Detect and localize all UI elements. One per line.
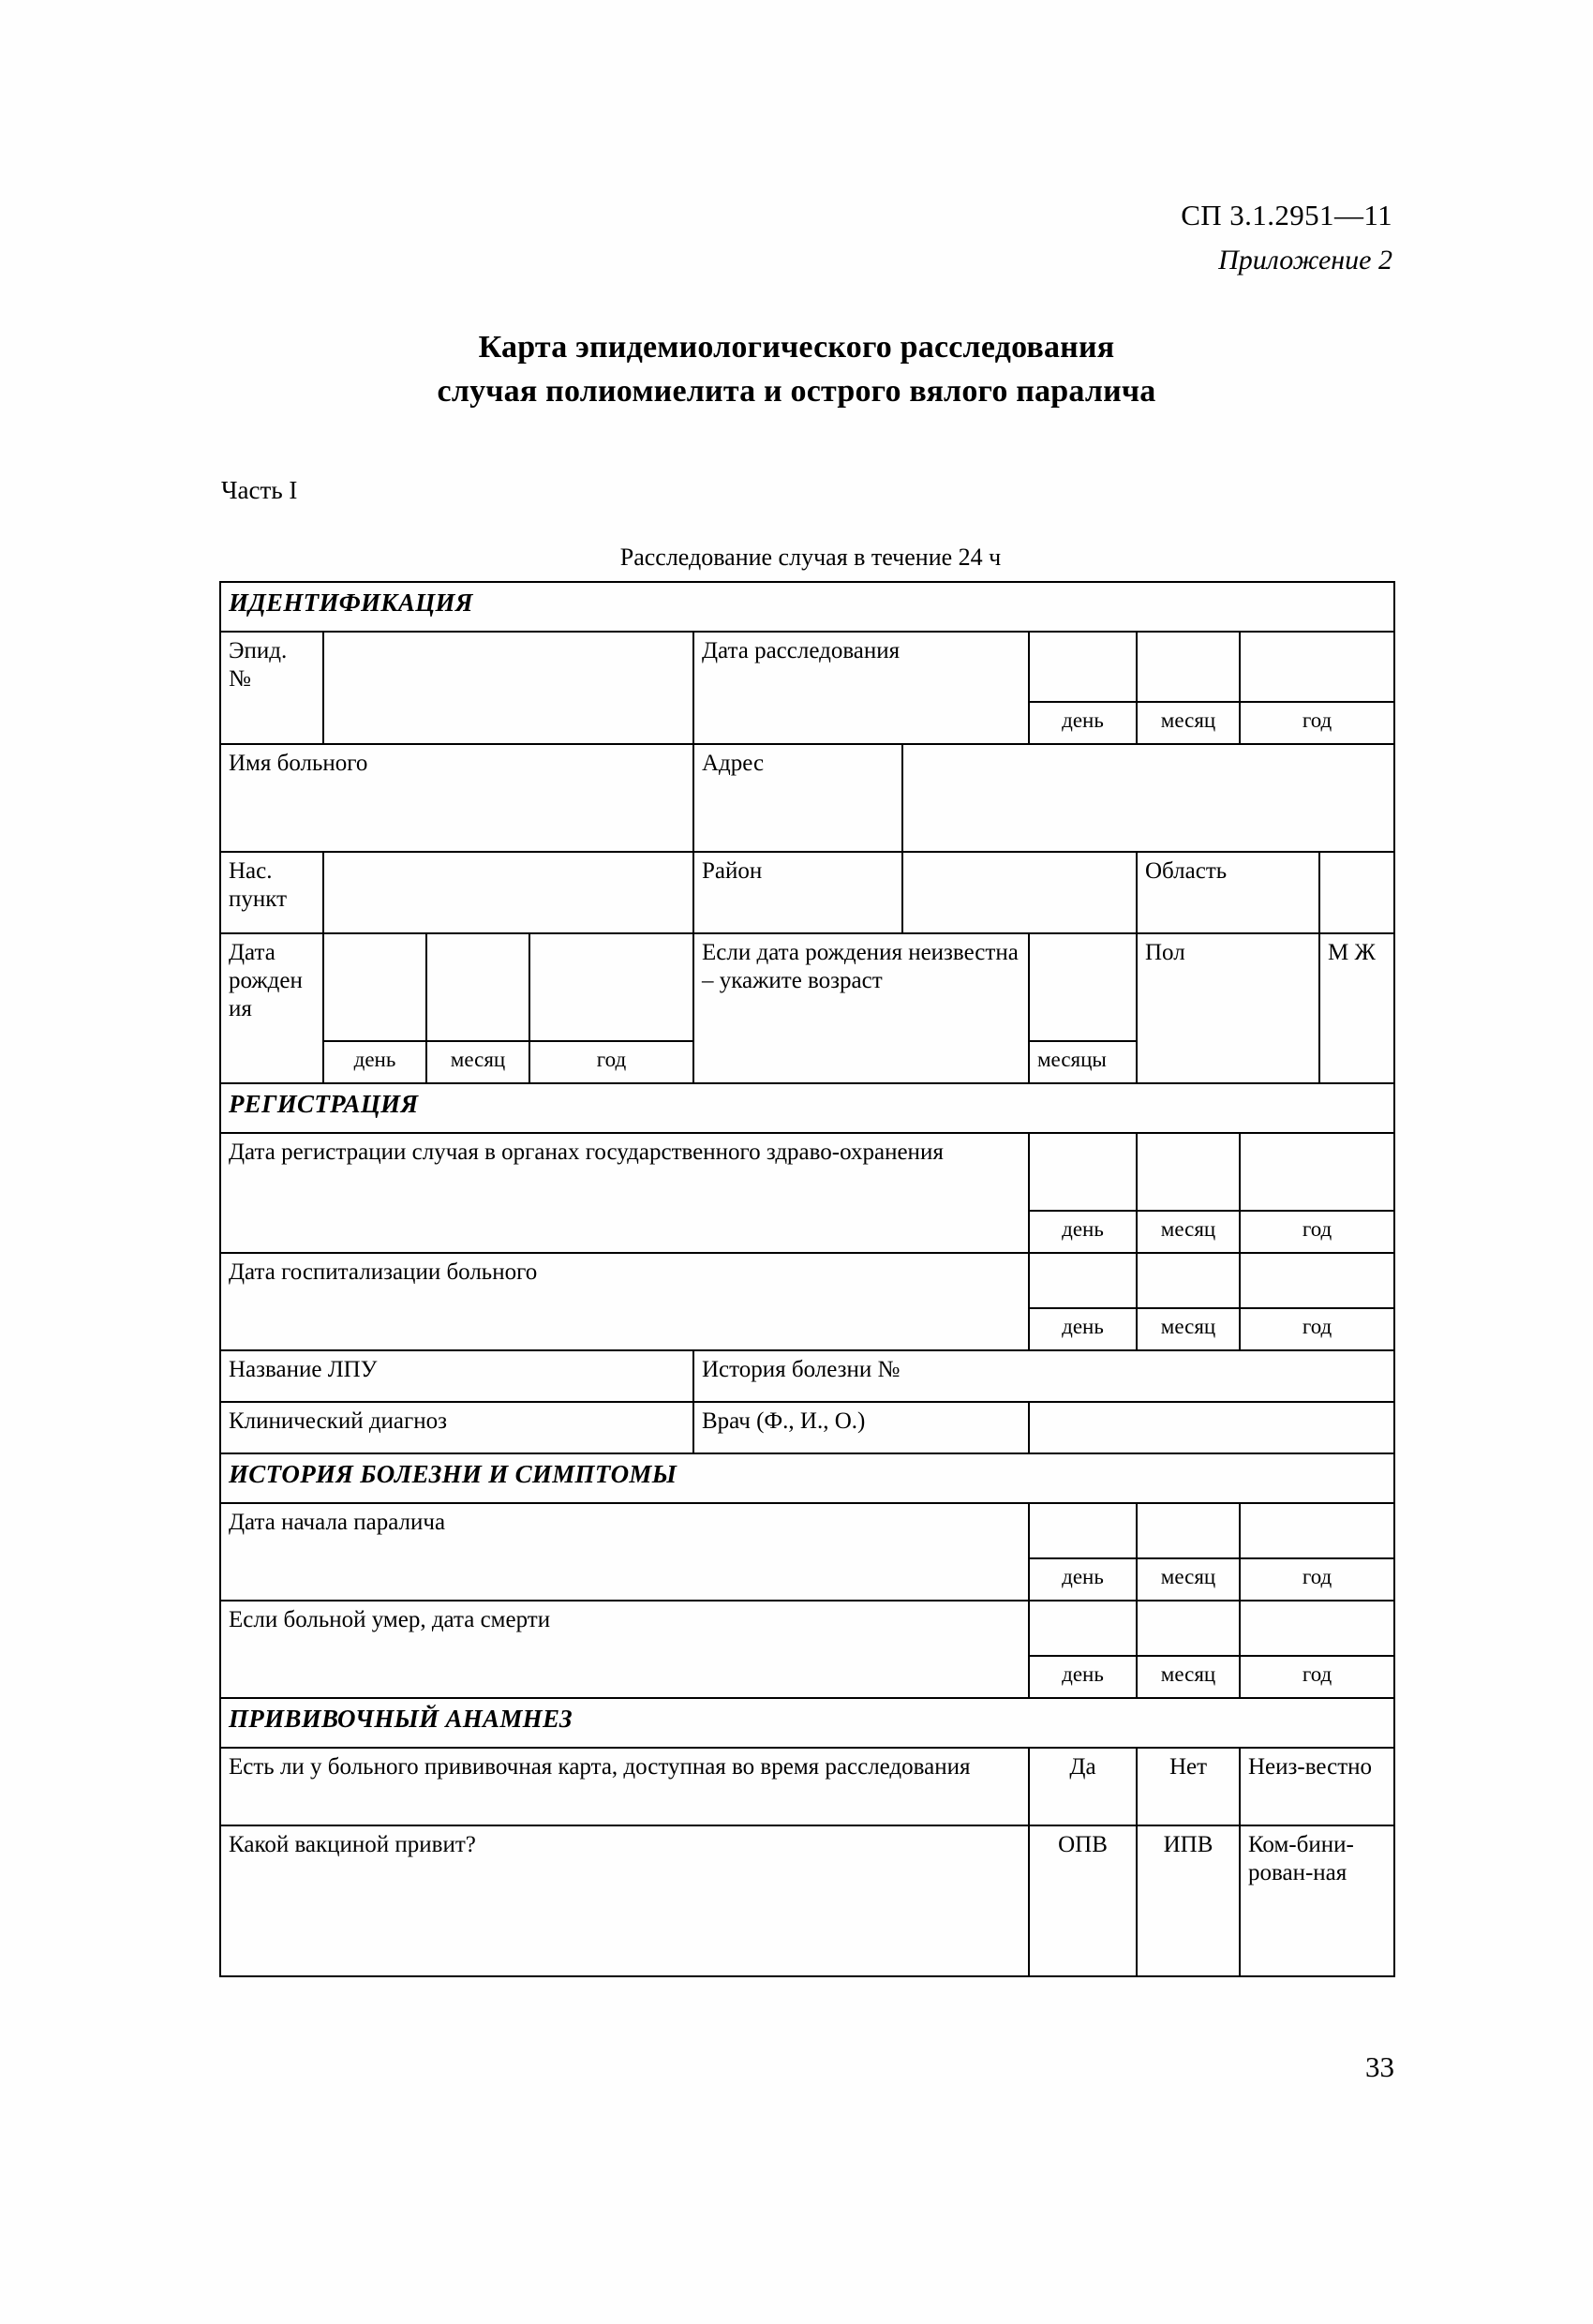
label-sex: Пол <box>1137 933 1319 1083</box>
column-header-month: месяц <box>426 1041 529 1083</box>
label-registration-date: Дата регистрации случая в органах государственного здраво-охранения <box>220 1133 1029 1253</box>
column-header-year: год <box>1240 702 1394 744</box>
input-registration-date-month[interactable] <box>1137 1133 1240 1211</box>
column-header-year: год <box>1240 1308 1394 1350</box>
part-label: Часть I <box>221 476 298 504</box>
input-hospitalization-date-day[interactable] <box>1029 1253 1137 1308</box>
input-doctor[interactable] <box>1029 1402 1394 1453</box>
input-hospitalization-date-month[interactable] <box>1137 1253 1240 1308</box>
input-registration-date-day[interactable] <box>1029 1133 1137 1211</box>
table-caption <box>0 544 1593 572</box>
column-header-day: день <box>1029 1558 1137 1601</box>
option-ipv[interactable]: ИПВ <box>1137 1825 1240 1976</box>
section-header-identification: ИДЕНТИФИКАЦИЯ <box>220 582 1394 632</box>
column-header-day: день <box>1029 702 1137 744</box>
input-hospitalization-date-year[interactable] <box>1240 1253 1394 1308</box>
table-row-epid-no <box>220 632 1394 702</box>
option-opv[interactable]: ОПВ <box>1029 1825 1137 1976</box>
option-unknown[interactable]: Неиз-вестно <box>1240 1748 1394 1825</box>
label-case-history-no: История болезни № <box>693 1350 1394 1402</box>
table-row-diagnosis <box>220 1402 1394 1453</box>
column-header-months: месяцы <box>1029 1041 1137 1083</box>
document-header <box>1181 195 1392 281</box>
input-paralysis-onset-day[interactable] <box>1029 1503 1137 1558</box>
input-address[interactable] <box>902 744 1394 852</box>
label-paralysis-onset-date: Дата начала паралича <box>220 1503 1029 1601</box>
table-row-vaccine-type <box>220 1825 1394 1976</box>
input-region[interactable] <box>1319 852 1394 933</box>
input-paralysis-onset-month[interactable] <box>1137 1503 1240 1558</box>
document-code: СП 3.1.2951—11 <box>1181 199 1392 231</box>
label-investigation-date: Дата расследования <box>693 632 1029 744</box>
label-death-date: Если больной умер, дата смерти <box>220 1601 1029 1698</box>
label-birth-date: Дата рождения <box>220 933 323 1083</box>
option-no[interactable]: Нет <box>1137 1748 1240 1825</box>
label-doctor: Врач (Ф., И., О.) <box>693 1402 1029 1453</box>
section-row-history <box>220 1453 1394 1503</box>
appendix-label: Приложение 2 <box>1218 245 1392 276</box>
column-header-month: месяц <box>1137 1558 1240 1601</box>
title-line-1: Карта эпидемиологического расследования <box>478 330 1115 365</box>
input-birth-date-day[interactable] <box>323 933 426 1041</box>
epidemiological-investigation-form <box>219 581 1395 1977</box>
table-row-birth-date <box>220 933 1394 1041</box>
option-combined[interactable]: Ком-бини-рован-ная <box>1240 1825 1394 1976</box>
input-death-date-month[interactable] <box>1137 1601 1240 1656</box>
section-row-identification <box>220 582 1394 632</box>
page-number: 33 <box>1365 2050 1394 2083</box>
column-header-month: месяц <box>1137 1211 1240 1253</box>
input-paralysis-onset-year[interactable] <box>1240 1503 1394 1558</box>
table-row-hospitalization-date <box>220 1253 1394 1308</box>
column-header-day: день <box>1029 1656 1137 1698</box>
title-line-2: случая полиомиелита и острого вялого паралича <box>437 373 1156 409</box>
input-registration-date-year[interactable] <box>1240 1133 1394 1211</box>
table-row-death-date <box>220 1601 1394 1656</box>
label-region: Область <box>1137 852 1319 933</box>
label-hospitalization-date: Дата госпитализации больного <box>220 1253 1029 1350</box>
input-age-months[interactable] <box>1029 933 1137 1041</box>
input-death-date-year[interactable] <box>1240 1601 1394 1656</box>
label-vaccination-card-question: Есть ли у больного прививочная карта, доступная во время расследования <box>220 1748 1029 1825</box>
column-header-day: день <box>323 1041 426 1083</box>
column-header-year: год <box>1240 1656 1394 1698</box>
section-row-vaccination <box>220 1698 1394 1748</box>
section-row-registration <box>220 1083 1394 1133</box>
label-settlement: Нас. пункт <box>220 852 323 933</box>
input-investigation-date-month[interactable] <box>1137 632 1240 702</box>
column-header-day: день <box>1029 1211 1137 1253</box>
input-birth-date-month[interactable] <box>426 933 529 1041</box>
column-header-month: месяц <box>1137 1308 1240 1350</box>
label-patient-name: Имя больного <box>220 744 693 852</box>
table-row-paralysis-onset <box>220 1503 1394 1558</box>
label-district: Район <box>693 852 902 933</box>
table-row-facility <box>220 1350 1394 1402</box>
column-header-year: год <box>529 1041 693 1083</box>
label-epid-no: Эпид. № <box>220 632 323 744</box>
page-title <box>0 326 1593 414</box>
input-investigation-date-year[interactable] <box>1240 632 1394 702</box>
option-yes[interactable]: Да <box>1029 1748 1137 1825</box>
label-sex-options: М Ж <box>1319 933 1394 1083</box>
label-clinical-diagnosis: Клинический диагноз <box>220 1402 693 1453</box>
label-facility-name: Название ЛПУ <box>220 1350 693 1402</box>
input-settlement[interactable] <box>323 852 693 933</box>
input-district[interactable] <box>902 852 1137 933</box>
table-row-settlement <box>220 852 1394 933</box>
section-header-vaccination: ПРИВИВОЧНЫЙ АНАМНЕЗ <box>220 1698 1394 1748</box>
table-caption-text: Расследование случая в течение 24 ч <box>619 544 1002 571</box>
label-age-if-birth-unknown: Если дата рождения неизвестна – укажите возраст <box>693 933 1029 1083</box>
column-header-day: день <box>1029 1308 1137 1350</box>
column-header-month: месяц <box>1137 702 1240 744</box>
table-row-vaccination-card <box>220 1748 1394 1825</box>
label-vaccine-question: Какой вакциной привит? <box>220 1825 1029 1976</box>
column-header-month: месяц <box>1137 1656 1240 1698</box>
column-header-year: год <box>1240 1211 1394 1253</box>
column-header-year: год <box>1240 1558 1394 1601</box>
input-epid-no[interactable] <box>323 632 693 744</box>
section-header-history: ИСТОРИЯ БОЛЕЗНИ И СИМПТОМЫ <box>220 1453 1394 1503</box>
table-row-patient-name <box>220 744 1394 852</box>
input-investigation-date-day[interactable] <box>1029 632 1137 702</box>
input-birth-date-year[interactable] <box>529 933 693 1041</box>
table-row-registration-date <box>220 1133 1394 1211</box>
section-header-registration: РЕГИСТРАЦИЯ <box>220 1083 1394 1133</box>
input-death-date-day[interactable] <box>1029 1601 1137 1656</box>
label-address: Адрес <box>693 744 902 852</box>
